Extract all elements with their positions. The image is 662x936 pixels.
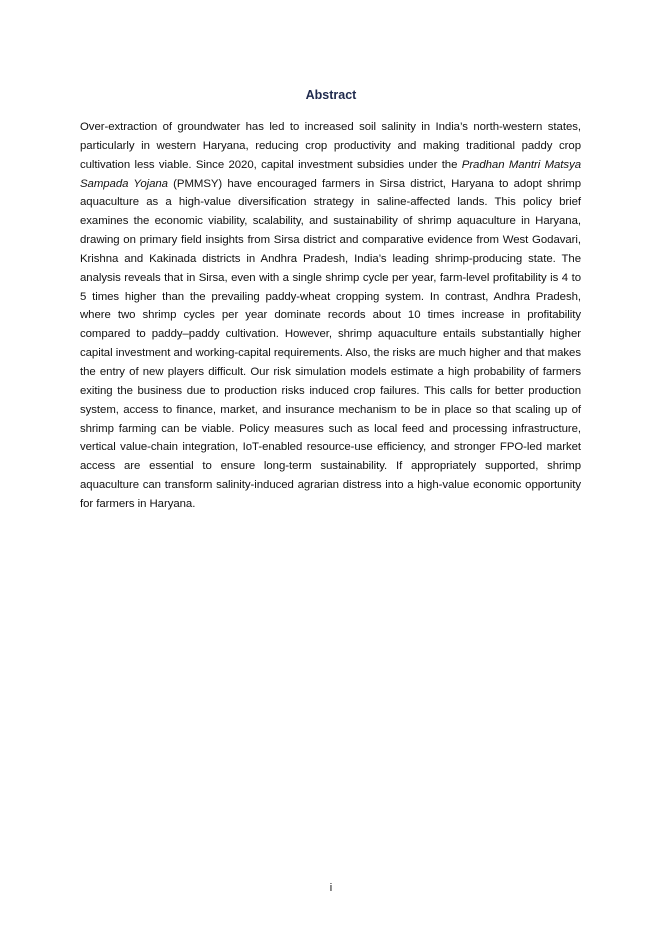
abstract-heading: Abstract <box>305 88 357 102</box>
abstract-text-part-1: Over-extraction of groundwater has led to increased soil salinity in India’s north-western states, particularly in western Haryana, reducing crop productivity and making traditional paddy crop cultivation less viable. Since 2020, capital investment subsidies under the <box>80 121 581 171</box>
abstract-text-part-2: (PMMSY) have encouraged farmers in Sirsa district, Haryana to adopt shrimp aquaculture as a high-value diversification strategy in saline-affected lands. This policy brief examines the economic viability, scalability, and sustainability of shrimp aquaculture in Haryana, drawing on primary field insights from Sirsa district and comparative evidence from West Godavari, Krishna and Kakinada districts in Andhra Pradesh, India’s leading shrimp-producing state. The analysis reveals that in Sirsa, even with a single shrimp cycle per year, farm-level profitability is 4 to 5 times higher than the prevailing paddy-wheat cropping system. In contrast, Andhra Pradesh, where two shrimp cycles per year dominate records about 10 times increase in profitability compared to paddy–paddy cultivation. However, shrimp aquaculture entails substantially higher capital investment and working-capital requirements. Also, the risks are much higher and that makes the entry of new players difficult. Our risk simulation models estimate a high probability of farmers exiting the business due to production risks induced crop failures. This calls for better production system, access to finance, market, and insurance mechanism to be in place so that scaling up of shrimp farming can be viable. Policy measures such as local feed and processing infrastructure, vertical value-chain integration, IoT-enabled resource-use efficiency, and stronger FPO-led market access are essential to ensure long-term sustainability. If appropriately supported, shrimp aquaculture can transform salinity-induced agrarian distress into a high-value economic opportunity for farmers in Haryana. <box>80 177 581 510</box>
scheme-name-italic: Pradhan Mantri Matsya Sampada Yojana <box>80 158 581 190</box>
page-number: i <box>329 882 333 894</box>
abstract-paragraph <box>80 118 581 514</box>
